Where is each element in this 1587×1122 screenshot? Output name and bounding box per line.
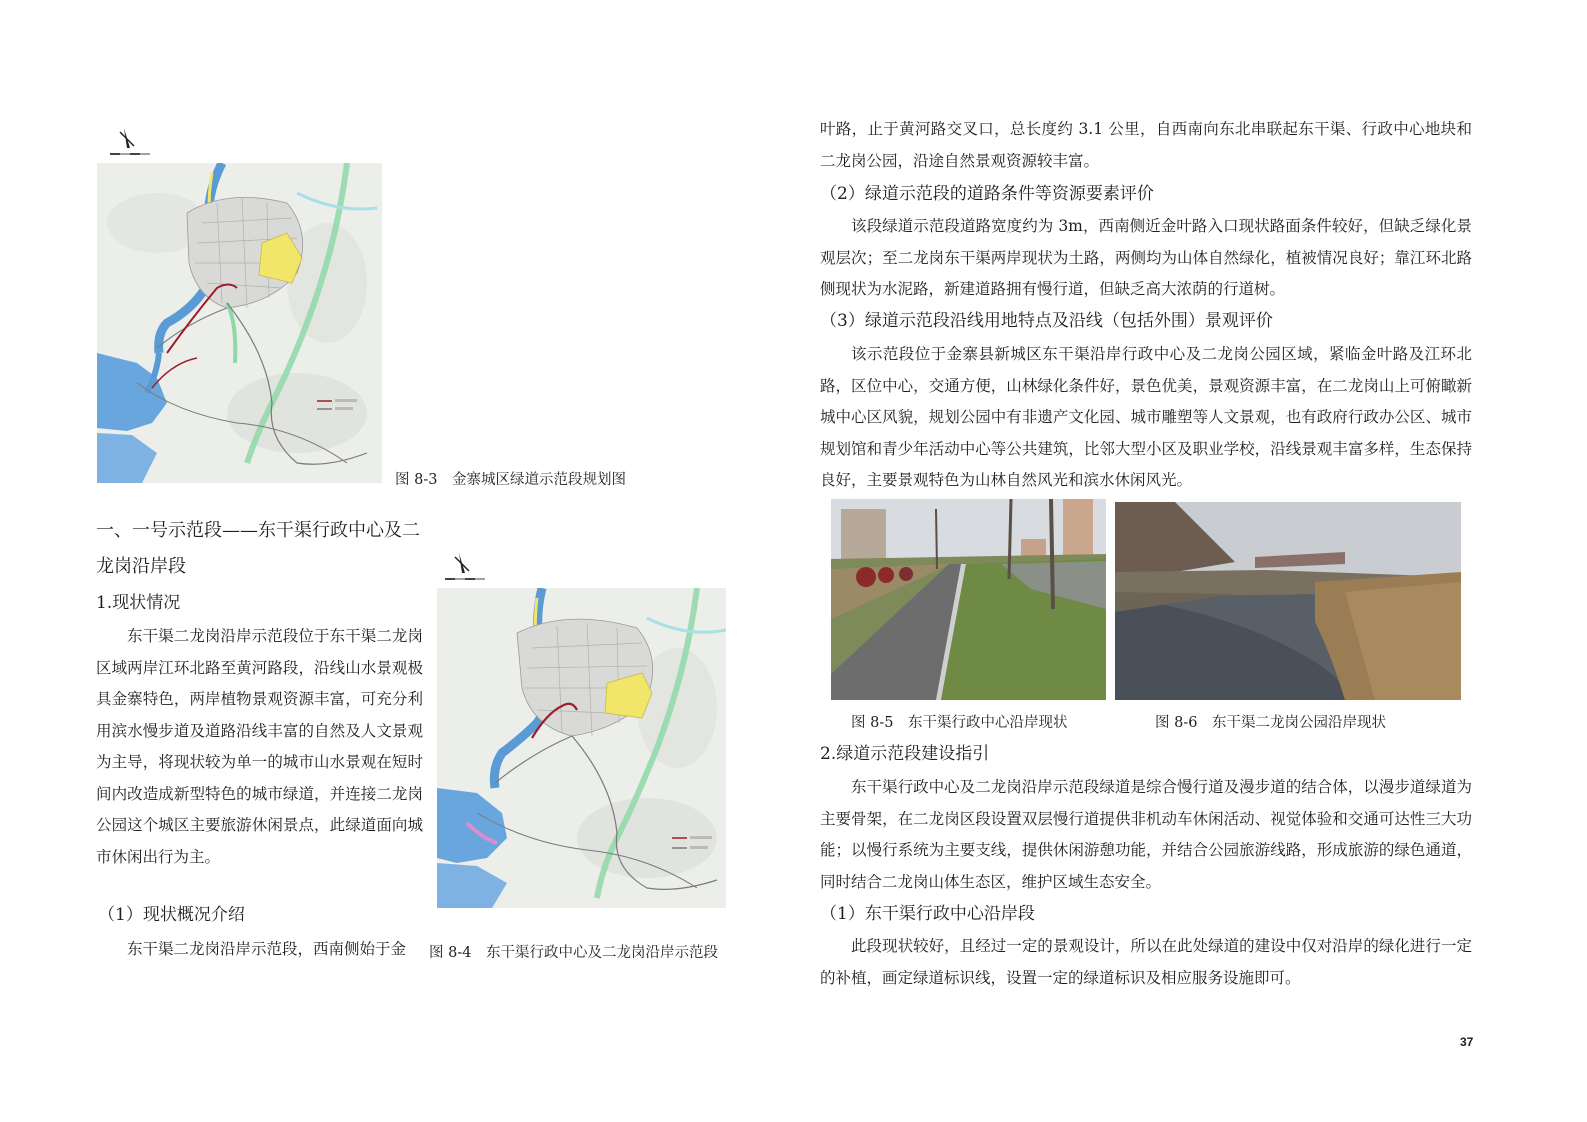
subheading-overview: （1）现状概况介绍 <box>98 905 245 925</box>
paragraph-overview-continued: 叶路，止于黄河路交叉口，总长度约 3.1 公里，自西南向东北串联起东干渠、行政中心地块和二龙岗公园，沿途自然景观资源较丰富。 <box>820 120 1472 170</box>
section-heading <box>96 513 441 585</box>
paragraph-admin-center-section: 此段现状较好，且经过一定的景观设计，所以在此处绿道的建设中仅对沿岸的绿化进行一定的补植，画定绿道标识线，设置一定的绿道标识及相应服务设施即可。 <box>820 937 1472 987</box>
paragraph-road-conditions: 该段绿道示范段道路宽度约为 3m，西南侧近金叶路入口现状路面条件较好，但缺乏绿化景观层次；至二龙岗东干渠两岸现状为土路，两侧均为山体自然绿化，植被情况良好；靠江环北路侧现状为水泥路，新建道路拥有慢行道，但缺乏高大浓荫的行道树。 <box>820 217 1472 298</box>
figure-8-3-map <box>97 163 382 483</box>
north-arrow-icon <box>108 126 156 154</box>
section-heading-line1: 一、一号示范段——东干渠行政中心及二 <box>96 520 420 541</box>
paragraph-construction-guide: 东干渠行政中心及二龙岗沿岸示范段绿道是综合慢行道及漫步道的结合体，以漫步道绿道为主要骨架，在二龙岗区段设置双层慢行道提供非机动车休闲活动、视觉体验和交通可达性三大功能；以慢行系统为主要支线，提供休闲游憩功能，并结合公园旅游线路，形成旅游的绿色通道，同时结合二龙岗山体生态区，维护区域生态安全。 <box>820 778 1472 891</box>
paragraph-overview-start: 东干渠二龙岗沿岸示范段，西南侧始于金 <box>127 940 407 958</box>
subheading-current-status: 1.现状情况 <box>96 593 181 613</box>
heading-road-conditions: （2）绿道示范段的道路条件等资源要素评价 <box>820 184 1154 204</box>
paragraph-current-status: 东干渠二龙岗沿岸示范段位于东干渠二龙岗区域两岸江环北路至黄河路段，沿线山水景观极具金寨特色，两岸植物景观资源丰富，可充分利用滨水慢步道及道路沿线丰富的自然及人文景观为主导，将现状较为单一的城市山水景观在短时间内改造成新型特色的城市绿道，并连接二龙岗公园这个城区主要旅游休闲景点，此绿道面向城市休闲出行为主。 <box>96 627 423 866</box>
paragraph-land-use: 该示范段位于金寨县新城区东干渠沿岸行政中心及二龙岗公园区域，紧临金叶路及江环北路，区位中心，交通方便，山林绿化条件好，景色优美，景观资源丰富，在二龙岗山上可俯瞰新城中心区风貌，规划公园中有非遗产文化园、城市雕塑等人文景观，也有政府行政办公区、城市规划馆和青少年活动中心等公共建筑，比邻大型小区及职业学校，沿线景观丰富多样，生态保持良好，主要景观特色为山林自然风光和滨水休闲风光。 <box>820 345 1472 489</box>
section-heading-line2: 龙岗沿岸段 <box>96 556 186 577</box>
north-arrow-icon <box>443 551 491 579</box>
figure-8-5-caption: 图 8-5 东干渠行政中心沿岸现状 <box>851 715 1068 731</box>
subheading-construction-guide: 2.绿道示范段建设指引 <box>820 744 990 764</box>
heading-land-use: （3）绿道示范段沿线用地特点及沿线（包括外围）景观评价 <box>820 311 1273 331</box>
figure-8-4-caption: 图 8-4 东干渠行政中心及二龙岗沿岸示范段 <box>429 945 718 961</box>
figure-8-6-photo <box>1115 502 1461 700</box>
page-number: 37 <box>1460 1035 1474 1049</box>
figure-8-3-caption: 图 8-3 金寨城区绿道示范段规划图 <box>395 472 626 488</box>
heading-admin-center-section: （1）东干渠行政中心沿岸段 <box>820 904 1035 924</box>
figure-8-4-map <box>437 588 726 908</box>
figure-8-6-caption: 图 8-6 东干渠二龙岗公园沿岸现状 <box>1155 715 1386 731</box>
figure-8-5-photo <box>831 499 1106 700</box>
